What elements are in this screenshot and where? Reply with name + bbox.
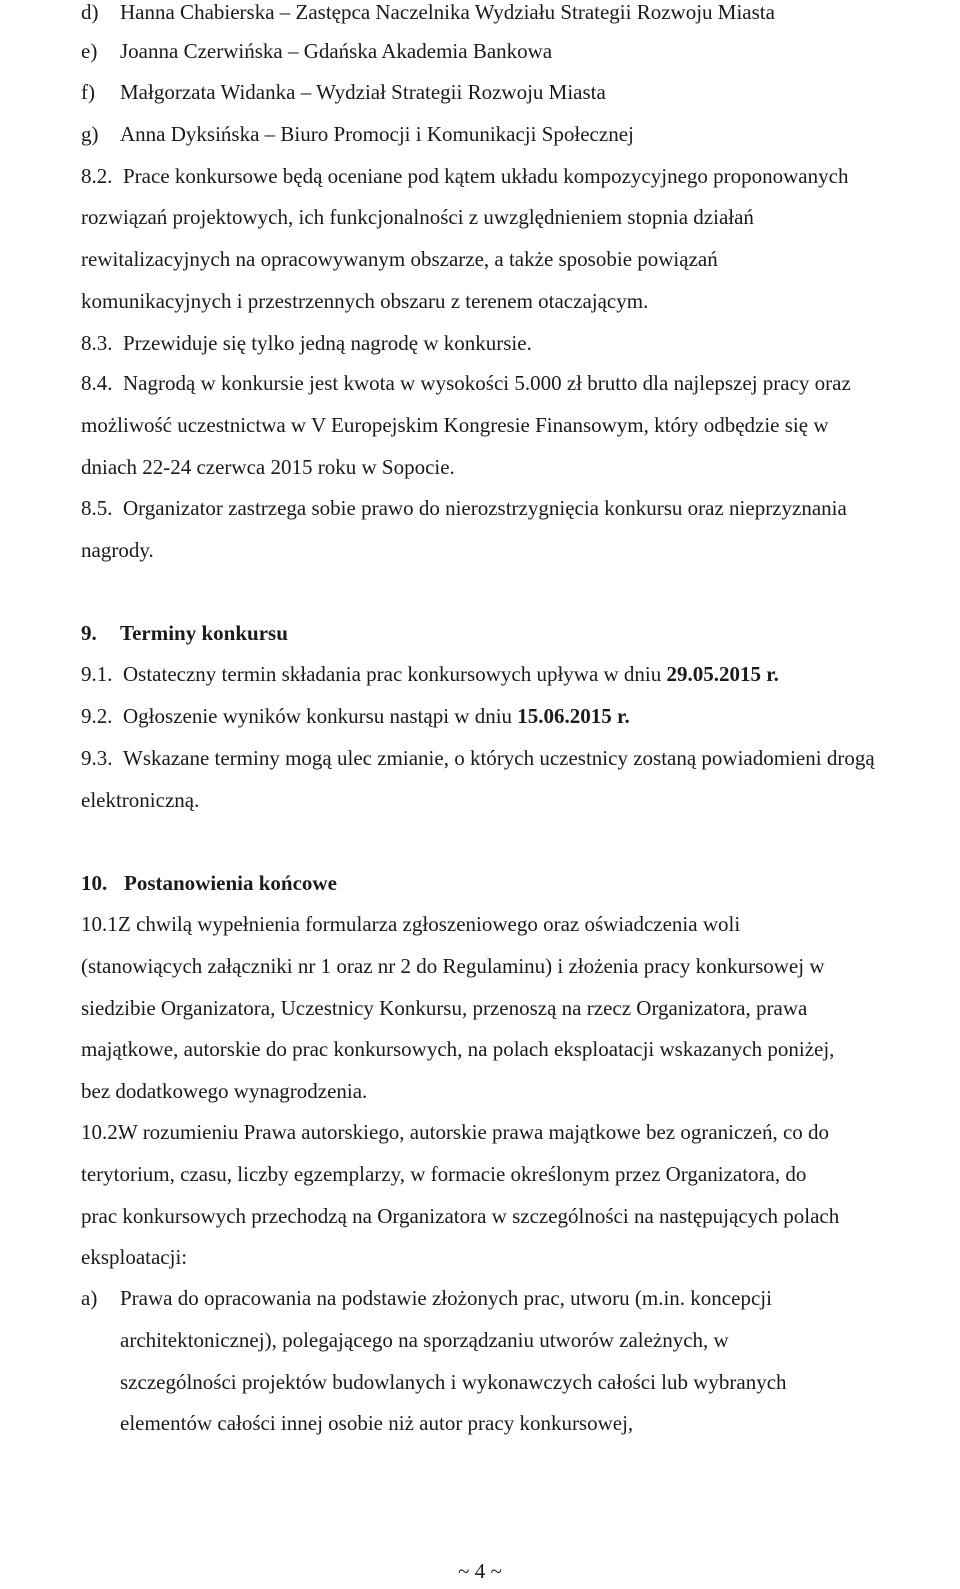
list-label: f) (81, 80, 95, 104)
section-heading: Terminy konkursu (120, 621, 288, 645)
paragraph-line: Organizator zastrzega sobie prawo do nierozstrzygnięcia konkursu oraz nieprzyznania (123, 496, 847, 520)
paragraph-line: elektroniczną. (81, 788, 200, 812)
section-number: 8.4. (81, 371, 113, 395)
list-label: g) (81, 122, 99, 146)
list-item: Anna Dyksińska – Biuro Promocji i Komunikacji Społecznej (120, 122, 634, 146)
section-number: 9.3. (81, 746, 113, 770)
paragraph-line: komunikacyjnych i przestrzennych obszaru z terenem otaczającym. (81, 289, 649, 313)
paragraph-line: siedzibie Organizatora, Uczestnicy Konkursu, przenoszą na rzecz Organizatora, prawa (81, 996, 808, 1020)
section-number: 8.3. (81, 331, 113, 355)
paragraph-line: Nagrodą w konkursie jest kwota w wysokości 5.000 zł brutto dla najlepszej pracy oraz (123, 371, 851, 395)
section-number: 8.2. (81, 164, 113, 188)
paragraph-line: Z chwilą wypełnienia formularza zgłoszeniowego oraz oświadczenia woli (118, 912, 741, 936)
paragraph-line: majątkowe, autorskie do prac konkursowych, na polach eksploatacji wskazanych poniżej, (81, 1037, 835, 1061)
list-item: Małgorzata Widanka – Wydział Strategii Rozwoju Miasta (120, 80, 606, 104)
paragraph-line: możliwość uczestnictwa w V Europejskim Kongresie Finansowym, który odbędzie się w (81, 413, 829, 437)
section-number: 8.5. (81, 496, 113, 520)
paragraph-line: rozwiązań projektowych, ich funkcjonalności z uwzględnieniem stopnia działań (81, 205, 754, 229)
list-item-line: architektonicznej), polegającego na sporządzaniu utworów zależnych, w (120, 1328, 729, 1352)
paragraph-line (123, 704, 630, 728)
section-number: 9.1. (81, 662, 113, 686)
list-item: Hanna Chabierska – Zastępca Naczelnika Wydziału Strategii Rozwoju Miasta (120, 0, 775, 24)
heading-number: 10. (81, 871, 108, 895)
list-item-line: szczególności projektów budowlanych i wykonawczych całości lub wybranych (120, 1370, 787, 1394)
section-heading: Postanowienia końcowe (124, 871, 337, 895)
list-item-line: elementów całości innej osobie niż autor pracy konkursowej, (120, 1411, 634, 1435)
paragraph-line: terytorium, czasu, liczby egzemplarzy, w formacie określonym przez Organizatora, do (81, 1162, 807, 1186)
section-number: 10.1. (81, 912, 123, 936)
heading-number: 9. (81, 621, 97, 645)
paragraph-text: Ogłoszenie wyników konkursu nastąpi w dniu (123, 704, 518, 728)
paragraph-line: W rozumieniu Prawa autorskiego, autorskie prawa majątkowe bez ograniczeń, co do (118, 1120, 830, 1144)
list-label: d) (81, 0, 99, 24)
paragraph-line (123, 662, 779, 686)
list-label: e) (81, 39, 98, 63)
paragraph-line: Prace konkursowe będą oceniane pod kątem układu kompozycyjnego proponowanych (123, 164, 849, 188)
paragraph-line: dniach 22-24 czerwca 2015 roku w Sopocie. (81, 455, 455, 479)
paragraph-line: prac konkursowych przechodzą na Organizatora w szczególności na następujących polach (81, 1204, 840, 1228)
list-item: Joanna Czerwińska – Gdańska Akademia Bankowa (120, 39, 553, 63)
paragraph-text: Ostateczny termin składania prac konkursowych upływa w dniu (123, 662, 667, 686)
paragraph-line: bez dodatkowego wynagrodzenia. (81, 1079, 368, 1103)
paragraph-line: (stanowiących załączniki nr 1 oraz nr 2 do Regulaminu) i złożenia pracy konkursowej w (81, 954, 825, 978)
section-number: 10.2. (81, 1120, 123, 1144)
deadline-date: 29.05.2015 r. (666, 662, 779, 686)
paragraph-line: eksploatacji: (81, 1245, 188, 1269)
list-label: a) (81, 1286, 98, 1310)
paragraph-line: Wskazane terminy mogą ulec zmianie, o których uczestnicy zostaną powiadomieni drogą (123, 746, 875, 770)
list-item-line: Prawa do opracowania na podstawie złożonych prac, utworu (m.in. koncepcji (120, 1286, 772, 1310)
paragraph-line: nagrody. (81, 538, 154, 562)
results-date: 15.06.2015 r. (517, 704, 630, 728)
paragraph-line: Przewiduje się tylko jedną nagrodę w konkursie. (123, 331, 532, 355)
section-number: 9.2. (81, 704, 113, 728)
paragraph-line: rewitalizacyjnych na opracowywanym obszarze, a także sposobie powiązań (81, 247, 718, 271)
page-number: ~ 4 ~ (458, 1559, 502, 1583)
